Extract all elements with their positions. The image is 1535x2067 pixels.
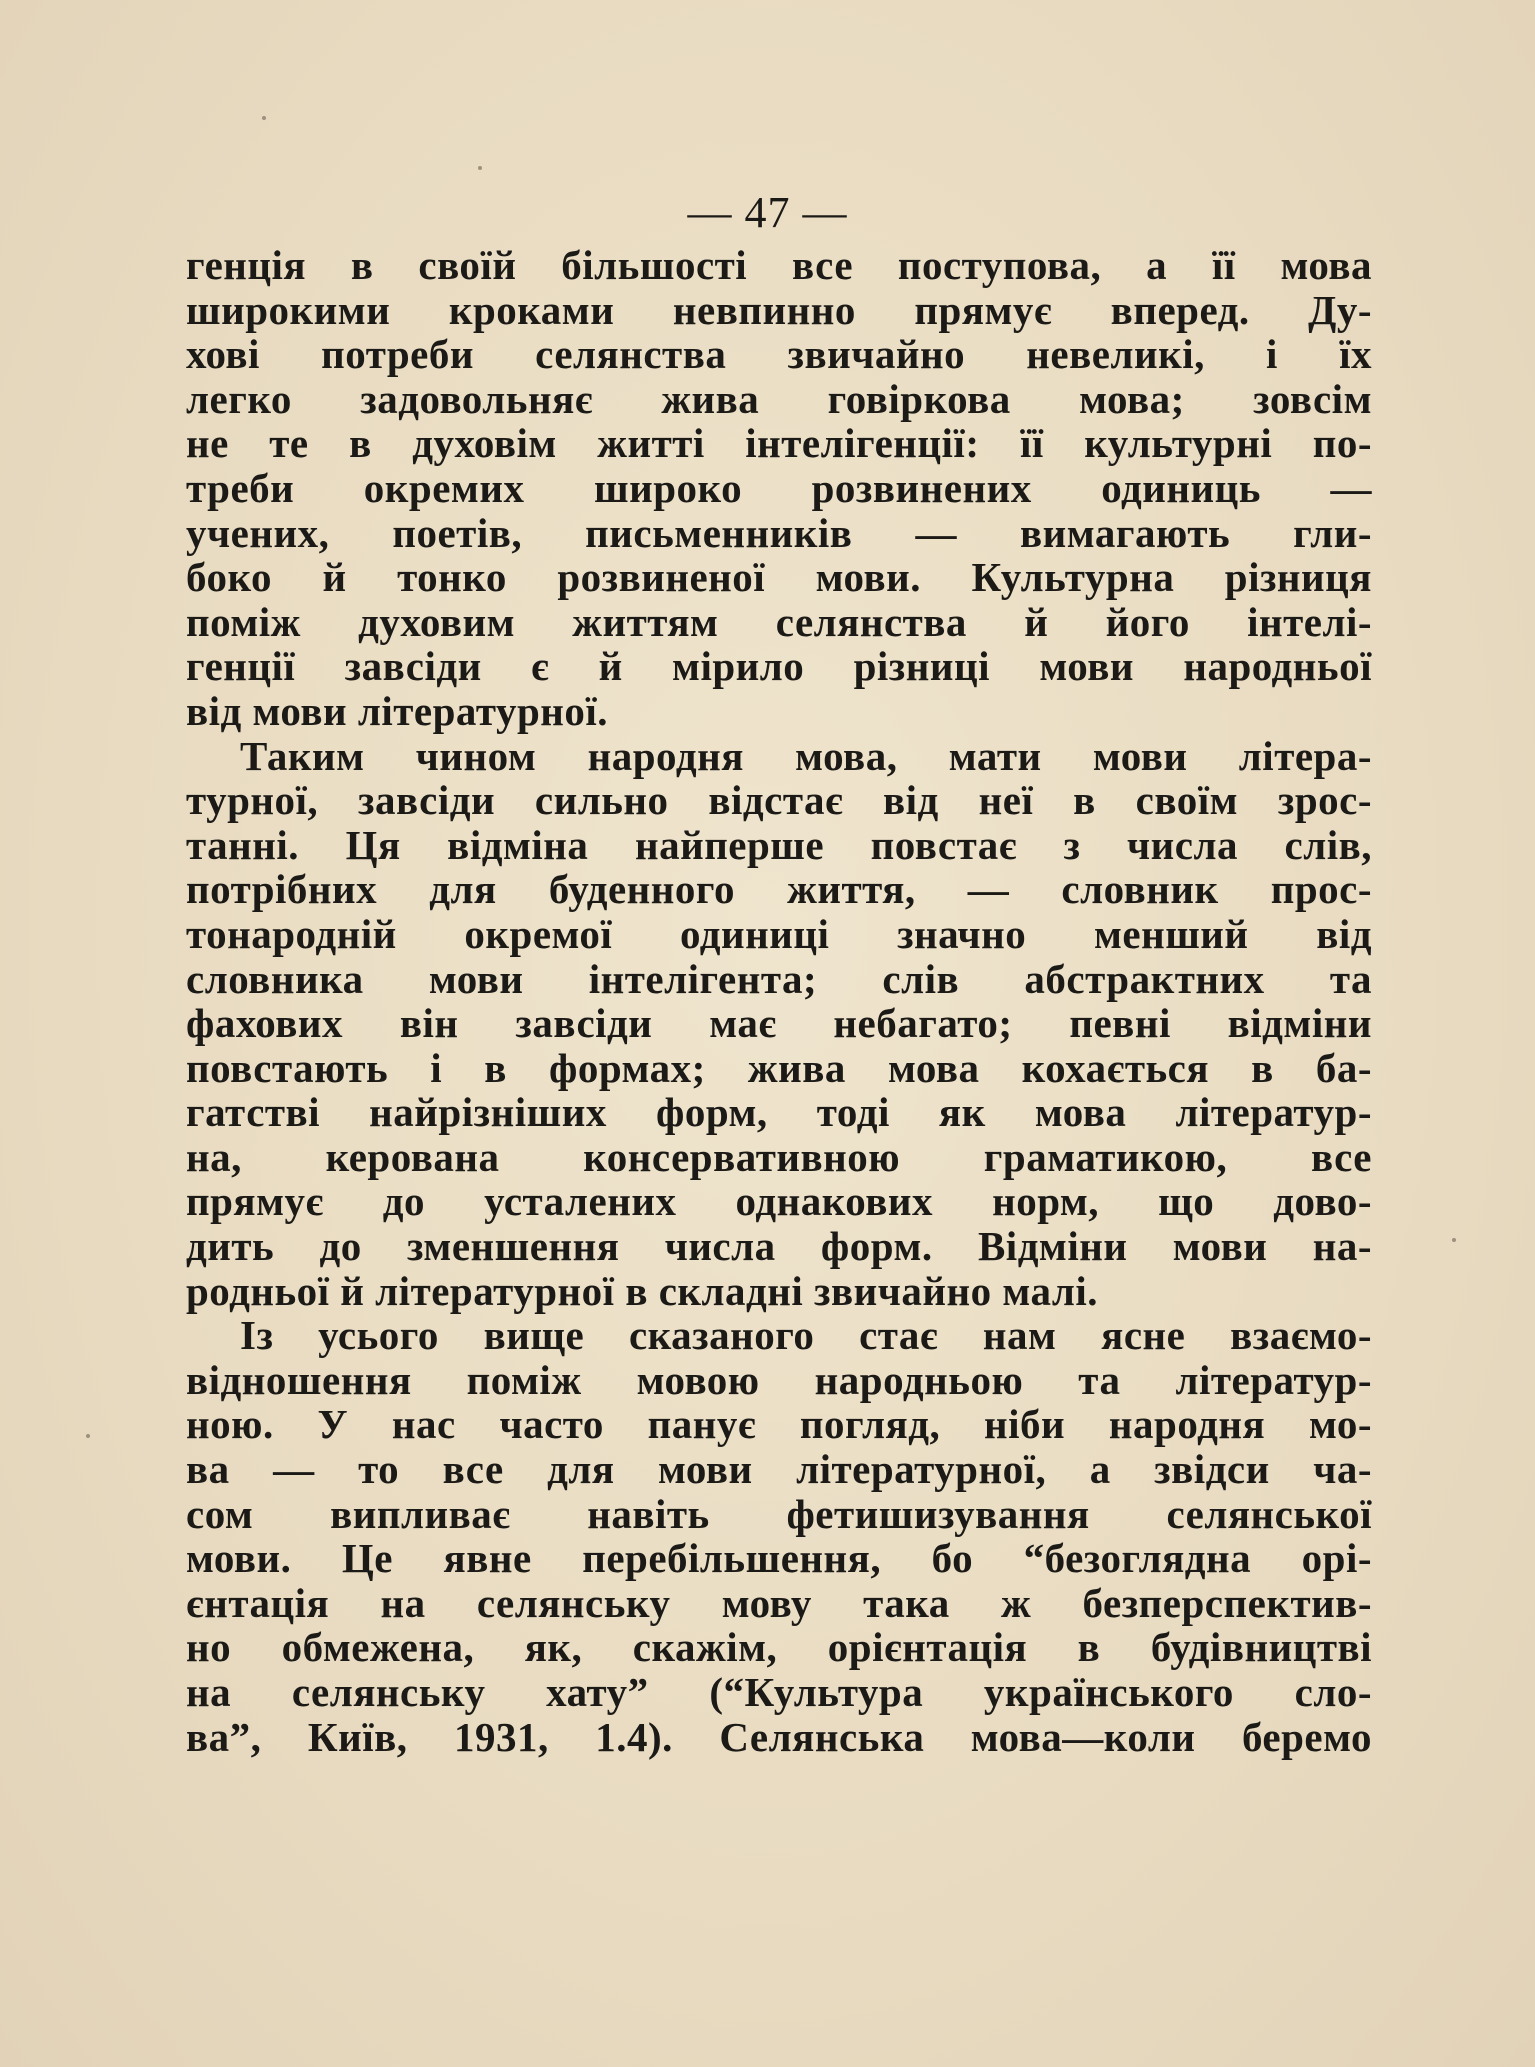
text-line: легко задовольняє жива говіркова мова; зовсім	[186, 375, 1372, 422]
text-line: гатстві найрізніших форм, тоді як мова літератур-	[186, 1089, 1372, 1136]
text-line: відношення поміж мовою народньою та літератур-	[186, 1356, 1372, 1403]
text-line: на селянську хату” (“Культура українського сло-	[186, 1669, 1372, 1715]
text-line: хові потреби селянства звичайно невеликі, і їх	[186, 331, 1372, 378]
text-line: мови. Це явне перебільшення, бо “безоглядна орі-	[186, 1535, 1372, 1582]
page-number: — 47 —	[687, 188, 848, 237]
text-line: дить до зменшення числа форм. Відміни мови на-	[186, 1223, 1372, 1270]
text-line: єнтація на селянську мову така ж безперспектив-	[186, 1579, 1372, 1626]
text-line: словника мови інтелігента; слів абстрактних та	[186, 955, 1372, 1002]
body-text	[186, 243, 1372, 1759]
text-line: Таким чином народня мова, мати мови літера-	[240, 732, 1372, 779]
text-line: не те в духовім житті інтелігенції: її культурні по-	[186, 420, 1372, 467]
text-line: танні. Ця відміна найперше повстає з числа слів,	[186, 821, 1372, 868]
text-line: но обмежена, як, скажім, орієнтація в будівництві	[186, 1624, 1372, 1671]
text-line: ною. У нас часто панує погляд, ніби народня мо-	[186, 1401, 1372, 1448]
text-line: ва — то все для мови літературної, а звідси ча-	[186, 1446, 1372, 1493]
text-line: родньої й літературної в складні звичайно малі.	[186, 1267, 1099, 1314]
text-line: на, керована консервативною граматикою, все	[186, 1133, 1372, 1180]
paper-speck	[478, 166, 482, 170]
text-line: генція в своїй більшості все поступова, а її мова	[186, 242, 1372, 288]
text-line: від мови літературної.	[186, 687, 609, 734]
text-line: ва”, Київ, 1931, 1.4). Селянська мова—коли беремо	[186, 1713, 1372, 1760]
text-line: фахових він завсіди має небагато; певні відміни	[186, 1000, 1372, 1047]
text-line: прямує до усталених однакових норм, що дово-	[186, 1178, 1372, 1225]
text-line: генції завсіди є й мірило різниці мови народньої	[186, 643, 1372, 690]
text-line: турної, завсіди сильно відстає від неї в своїм зрос-	[186, 777, 1372, 824]
paper-speck	[1452, 1238, 1456, 1242]
paper-speck	[262, 116, 266, 120]
text-line: боко й тонко розвиненої мови. Культурна різниця	[186, 554, 1372, 601]
text-line: Із усього вище сказаного стає нам ясне взаємо-	[240, 1312, 1372, 1359]
text-line: широкими кроками невпинно прямує вперед. Ду-	[186, 286, 1372, 333]
paper-speck	[86, 1434, 90, 1438]
text-line: учених, поетів, письменників — вимагають гли-	[186, 509, 1372, 556]
text-line: треби окремих широко розвинених одиниць —	[186, 464, 1372, 511]
text-line: сом випливає навіть фетишизування селянської	[186, 1490, 1372, 1537]
text-line: поміж духовим життям селянства й його інтелі-	[186, 598, 1372, 645]
text-line: тонародній окремої одиниці значно менший від	[186, 910, 1372, 957]
text-line: повстають і в формах; жива мова кохається в ба-	[186, 1044, 1372, 1091]
text-line: потрібних для буденного життя, — словник прос-	[186, 866, 1372, 913]
